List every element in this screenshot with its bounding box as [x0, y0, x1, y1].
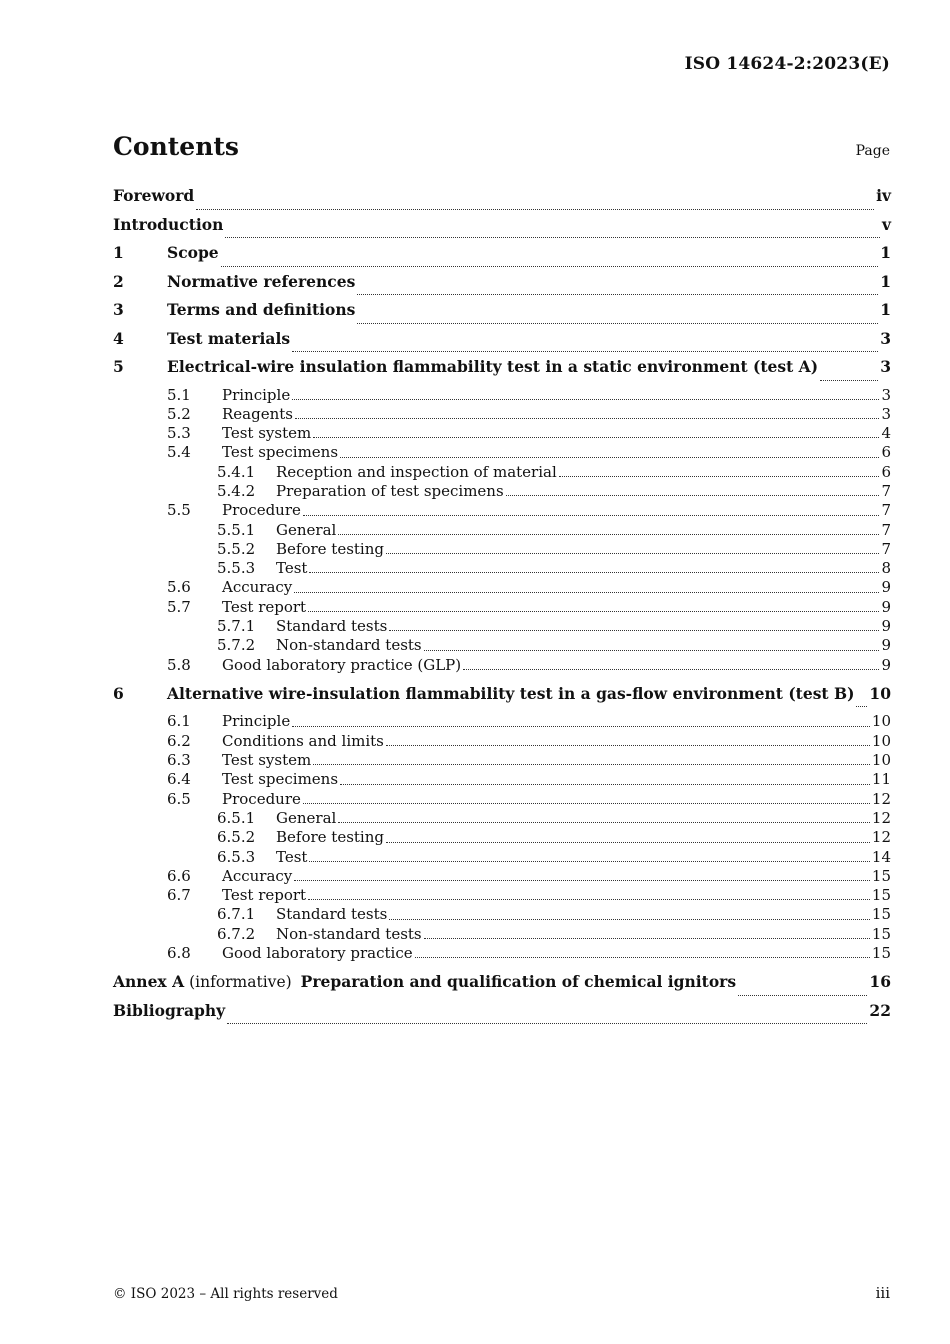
toc-entry-page: 12	[871, 789, 891, 808]
toc-entry-number: 5.5	[167, 501, 191, 520]
toc-entry[interactable]	[113, 751, 891, 770]
dot-leader	[389, 629, 879, 631]
toc-entry-number: 6.5.2	[217, 828, 256, 847]
toc-entry-title: Electrical-wire insulation flammability test in a static environment (test A)	[167, 357, 819, 376]
toc-entry-page: 10	[869, 683, 891, 703]
toc-entry[interactable]	[113, 443, 891, 462]
toc-entry-title: Test specimens	[222, 770, 339, 789]
dot-leader	[227, 1022, 867, 1024]
toc-entry[interactable]	[113, 656, 891, 675]
dot-leader	[386, 552, 879, 554]
toc-entry[interactable]	[113, 790, 891, 809]
toc-entry-title: Accuracy	[222, 866, 293, 885]
dot-leader	[292, 350, 878, 352]
toc-entry-page: 10	[871, 751, 891, 770]
toc-entry-page: 10	[871, 712, 891, 731]
dot-leader	[196, 208, 874, 210]
dot-leader	[309, 571, 879, 573]
toc-annex-type: (informative)	[189, 973, 292, 992]
toc-entry-page: 1	[880, 271, 891, 291]
toc-entry-page: 15	[871, 866, 891, 885]
toc-entry-title: Test report	[222, 886, 307, 905]
toc-entry-page: 9	[881, 578, 891, 597]
toc-entry-page: 7	[881, 539, 891, 558]
toc-entry-title: Test	[276, 559, 308, 578]
toc-entry-page: 6	[881, 443, 891, 462]
toc-entry[interactable]	[113, 386, 891, 405]
toc-entry-page: 15	[871, 944, 891, 963]
toc-entry-number: 5.4	[167, 443, 191, 462]
toc-entry-page: 6	[881, 462, 891, 481]
toc-entry[interactable]	[113, 357, 891, 386]
toc-entry-number: 5.7	[167, 597, 191, 616]
dot-leader	[221, 265, 879, 267]
dot-leader	[340, 456, 879, 458]
dot-leader	[506, 494, 880, 496]
toc-entry-page: 10	[871, 731, 891, 750]
dot-leader	[856, 705, 867, 707]
toc-entry-title: Introduction	[113, 214, 224, 234]
dot-leader	[424, 649, 880, 651]
toc-entry-number: 6.5	[167, 789, 191, 808]
toc-entry[interactable]	[113, 944, 891, 963]
dot-leader	[295, 417, 879, 419]
dot-leader	[340, 783, 870, 785]
toc-entry-page: 7	[881, 481, 891, 500]
toc-entry-number: 6.2	[167, 731, 191, 750]
toc-entry[interactable]	[113, 521, 891, 540]
toc-entry-number: 5.8	[167, 655, 191, 674]
toc-entry-title: Terms and definitions	[167, 300, 356, 319]
toc-entry-page: 15	[871, 924, 891, 943]
toc-entry[interactable]	[113, 972, 891, 1001]
toc-entry-title: Standard tests	[276, 617, 388, 636]
toc-entry-number: 6.8	[167, 944, 191, 963]
toc-entry-number: 5	[113, 357, 124, 376]
toc-entry[interactable]	[113, 684, 891, 713]
toc-entry-title: Test system	[222, 424, 312, 443]
toc-entry-number: 6.3	[167, 751, 191, 770]
dot-leader	[386, 841, 870, 843]
toc-entry-number: 6.5.1	[217, 808, 256, 827]
toc-entry-number: 5.7.1	[217, 617, 256, 636]
toc-entry[interactable]	[113, 598, 891, 617]
toc-entry-title: Reception and inspection of material	[276, 462, 557, 481]
toc-entry-page: 14	[871, 847, 891, 866]
toc-entry-number: 5.4.1	[217, 462, 256, 481]
toc-entry-title: Test system	[222, 751, 312, 770]
toc-entry-title: Good laboratory practice	[222, 944, 413, 963]
toc-entry-title: Before testing	[276, 539, 384, 558]
toc-entry-title: Foreword	[113, 186, 195, 205]
dot-leader	[313, 436, 879, 438]
toc-entry-title: Alternative wire-insulation flammability test in a gas-flow environment (test B)	[167, 683, 855, 703]
dot-leader	[463, 668, 879, 670]
toc-entry-page: 8	[881, 559, 891, 578]
toc-entry[interactable]	[113, 215, 891, 244]
dot-leader	[338, 533, 879, 535]
toc-entry-page: 16	[869, 972, 891, 992]
dot-leader	[294, 591, 879, 593]
toc-entry-title: Non-standard tests	[276, 636, 422, 655]
toc-entry-page: 3	[881, 404, 891, 423]
toc-entry-page: 3	[881, 385, 891, 404]
toc-entry[interactable]	[113, 886, 891, 905]
toc-entry-title: Procedure	[222, 501, 301, 520]
dot-leader	[386, 744, 870, 746]
toc-entry-title: Test report	[222, 597, 307, 616]
toc-entry-title: Test	[276, 847, 308, 866]
toc-entry-title: Test specimens	[222, 443, 339, 462]
toc-entry-title: Bibliography	[113, 1000, 226, 1020]
toc-entry-number: 5.4.2	[217, 481, 256, 500]
toc-entry-title: Reagents	[222, 404, 293, 423]
toc-entry-number: 5.3	[167, 424, 191, 443]
toc-entry-title: Good laboratory practice (GLP)	[222, 655, 462, 674]
toc-entry[interactable]	[113, 501, 891, 520]
table-of-contents	[113, 186, 891, 1029]
toc-entry-title: General	[276, 808, 337, 827]
toc-entry[interactable]	[113, 482, 891, 501]
toc-entry-title: Procedure	[222, 789, 301, 808]
toc-entry-title: Before testing	[276, 828, 384, 847]
toc-entry-page: 3	[880, 328, 891, 348]
toc-entry-number: 6.5.3	[217, 847, 256, 866]
toc-entry[interactable]	[113, 424, 891, 443]
toc-entry-number: 2	[113, 271, 124, 291]
toc-entry-number: 6.7	[167, 886, 191, 905]
dot-leader	[308, 898, 870, 900]
toc-entry-page: 1	[880, 300, 891, 319]
toc-entry-number: 1	[113, 243, 124, 262]
toc-entry-number: 5.6	[167, 578, 191, 597]
toc-entry-page: 1	[880, 243, 891, 262]
toc-entry[interactable]	[113, 905, 891, 924]
dot-leader	[415, 956, 870, 958]
toc-entry-page: 7	[881, 520, 891, 539]
toc-entry[interactable]	[113, 867, 891, 886]
toc-entry-page: 9	[881, 636, 891, 655]
toc-entry[interactable]	[113, 848, 891, 867]
dot-leader	[303, 514, 880, 516]
toc-entry[interactable]	[113, 925, 891, 944]
toc-entry-number: 5.5.3	[217, 559, 256, 578]
toc-entry[interactable]	[113, 329, 891, 358]
toc-entry-page: 15	[871, 905, 891, 924]
toc-entry-number: 6.1	[167, 712, 191, 731]
toc-entry-title: Non-standard tests	[276, 924, 422, 943]
toc-entry-page: 9	[881, 617, 891, 636]
dot-leader	[294, 879, 870, 881]
toc-entry-number: 6.7.2	[217, 924, 256, 943]
toc-entry[interactable]	[113, 463, 891, 482]
toc-entry-page: v	[881, 214, 891, 234]
toc-entry-page: iv	[876, 186, 891, 205]
dot-leader	[309, 860, 869, 862]
toc-entry-number: 4	[113, 328, 124, 348]
dot-leader	[292, 398, 879, 400]
dot-leader	[559, 475, 880, 477]
toc-entry-number: 6	[113, 683, 124, 703]
dot-leader	[308, 610, 879, 612]
toc-entry-number: 3	[113, 300, 124, 319]
toc-entry[interactable]	[113, 272, 891, 301]
toc-entry-page: 22	[869, 1000, 891, 1020]
toc-entry[interactable]	[113, 559, 891, 578]
toc-entry[interactable]	[113, 828, 891, 847]
toc-entry-title: General	[276, 520, 337, 539]
toc-entry-page: 9	[881, 655, 891, 674]
copyright-footer: © ISO 2023 – All rights reserved	[113, 1286, 338, 1302]
toc-entry-number: 5.2	[167, 404, 191, 423]
toc-entry-page: 12	[871, 828, 891, 847]
toc-entry[interactable]	[113, 540, 891, 559]
toc-entry-number: 5.1	[167, 385, 191, 404]
toc-entry[interactable]	[113, 636, 891, 655]
toc-entry-page: 12	[871, 808, 891, 827]
dot-leader	[225, 236, 880, 238]
toc-entry[interactable]	[113, 578, 891, 597]
dot-leader	[303, 802, 870, 804]
toc-entry[interactable]	[113, 809, 891, 828]
toc-entry[interactable]	[113, 770, 891, 789]
dot-leader	[389, 918, 870, 920]
dot-leader	[820, 379, 878, 381]
toc-entry-page: 11	[871, 770, 891, 789]
toc-entry-number: 5.5.2	[217, 539, 256, 558]
toc-entry-page: 15	[871, 886, 891, 905]
toc-entry[interactable]	[113, 617, 891, 636]
dot-leader	[292, 725, 870, 727]
dot-leader	[357, 322, 878, 324]
toc-entry-number: 6.7.1	[217, 905, 256, 924]
toc-entry-title: Principle	[222, 385, 291, 404]
toc-entry-title: Scope	[167, 243, 219, 262]
toc-entry-title: Normative references	[167, 271, 356, 291]
toc-entry[interactable]	[113, 732, 891, 751]
dot-leader	[313, 763, 870, 765]
dot-leader	[357, 293, 878, 295]
toc-entry[interactable]	[113, 243, 891, 272]
document-id: ISO 14624-2:2023(E)	[684, 54, 890, 74]
page-column-label: Page	[855, 143, 890, 159]
toc-entry[interactable]	[113, 1001, 891, 1030]
toc-entry-page: 3	[880, 357, 891, 376]
toc-entry-page: 4	[881, 424, 891, 443]
toc-entry-title: Test materials	[167, 328, 291, 348]
toc-annex-label: Annex A	[113, 972, 185, 992]
toc-entry-number: 5.7.2	[217, 636, 256, 655]
toc-entry-page: 9	[881, 597, 891, 616]
toc-entry-number: 5.5.1	[217, 520, 256, 539]
toc-entry[interactable]	[113, 405, 891, 424]
toc-entry[interactable]	[113, 712, 891, 731]
dot-leader	[738, 994, 867, 996]
dot-leader	[424, 937, 870, 939]
contents-title: Contents	[113, 132, 240, 161]
page-number: iii	[875, 1284, 890, 1302]
toc-entry[interactable]	[113, 300, 891, 329]
toc-entry-title: Standard tests	[276, 905, 388, 924]
toc-entry-number: 6.4	[167, 770, 191, 789]
toc-entry-title: Principle	[222, 712, 291, 731]
toc-entry-title: Accuracy	[222, 578, 293, 597]
toc-entry-page: 7	[881, 501, 891, 520]
toc-entry[interactable]	[113, 186, 891, 215]
toc-entry-number: 6.6	[167, 866, 191, 885]
toc-entry-title: Preparation of test specimens	[276, 481, 504, 500]
toc-entry-title: Preparation and qualification of chemical ignitors	[300, 972, 737, 992]
toc-entry-title: Conditions and limits	[222, 731, 384, 750]
dot-leader	[338, 821, 870, 823]
